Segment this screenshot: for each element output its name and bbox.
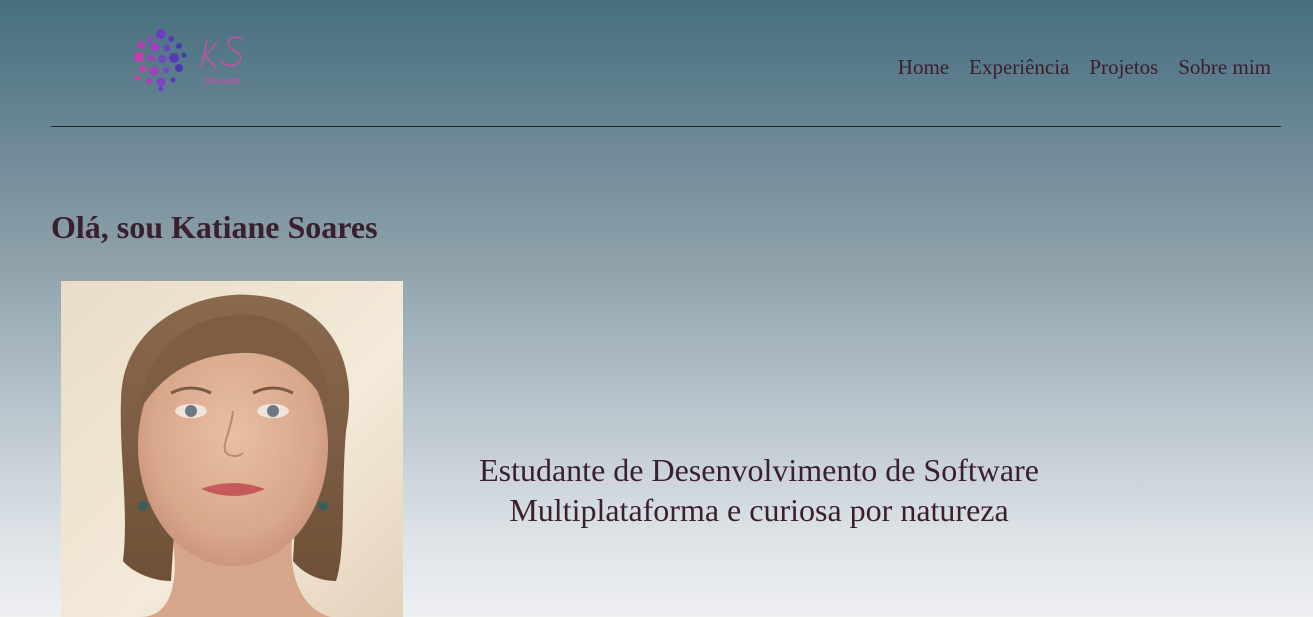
hero-tagline bbox=[430, 450, 1088, 530]
nav-projetos[interactable]: Projetos bbox=[1089, 55, 1159, 79]
main-nav bbox=[898, 54, 1271, 80]
site-logo[interactable] bbox=[133, 28, 258, 92]
nav-home[interactable]: Home bbox=[897, 55, 950, 79]
profile-photo bbox=[61, 281, 403, 617]
nav-sobre-mim[interactable]: Sobre mim bbox=[1178, 55, 1271, 79]
page-title: Olá, sou Katiane Soares bbox=[51, 209, 378, 245]
logo-caption: Devweb bbox=[203, 76, 241, 87]
header-divider bbox=[51, 126, 1281, 127]
tagline-line-2: Multiplataforma e curiosa por natureza bbox=[509, 492, 1009, 528]
tagline-line-1: Estudante de Desenvolvimento de Software bbox=[479, 452, 1039, 488]
site-header bbox=[0, 0, 1313, 127]
nav-experiencia[interactable]: Experiência bbox=[969, 55, 1070, 79]
